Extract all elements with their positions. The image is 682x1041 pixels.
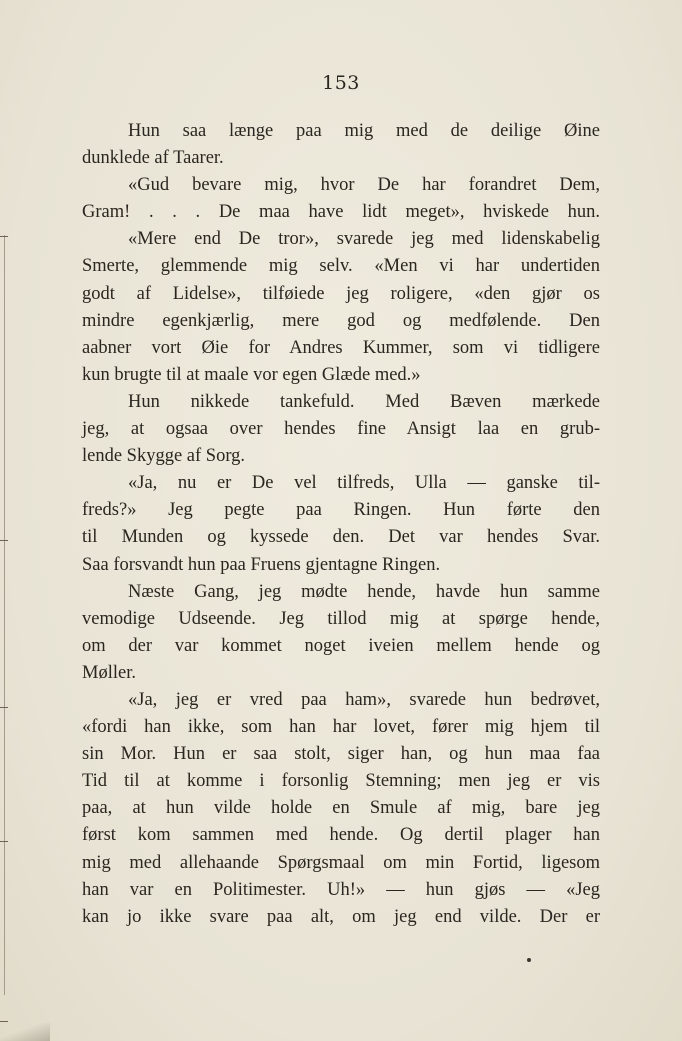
text-line: vemodige Udseende. Jeg tillod mig at spørge hende, <box>82 608 600 629</box>
text-line: kan jo ikke svare paa alt, om jeg end vilde. Der er <box>82 906 600 927</box>
footer-mark <box>527 958 531 962</box>
text-line: «Ja, nu er De vel tilfreds, Ulla — ganske til- <box>128 473 600 494</box>
text-line: Saa forsvandt hun paa Fruens gjentagne Ringen. <box>82 554 441 575</box>
text-line: kun brugte til at maale vor egen Glæde med.» <box>82 364 421 385</box>
text-line: «fordi han ikke, som han har lovet, fører mig hjem til <box>82 717 600 738</box>
text-line: til Munden og kyssede den. Det var hendes Svar. <box>82 527 600 548</box>
page-edge-mark <box>0 1021 8 1022</box>
text-line: sin Mor. Hun er saa stolt, siger han, og hun maa faa <box>82 744 600 765</box>
text-line: dunklede af Taarer. <box>82 148 224 169</box>
text-line: paa, at hun vilde holde en Smule af mig, bare jeg <box>82 798 600 819</box>
page-corner-shadow <box>0 1023 50 1041</box>
text-line: først kom sammen med hende. Og dertil plager han <box>82 825 600 846</box>
page-edge-mark <box>0 841 8 842</box>
text-line: «Gud bevare mig, hvor De har forandret Dem, <box>128 175 600 196</box>
text-line: Tid til at komme i forsonlig Stemning; men jeg er vis <box>82 771 600 792</box>
page-edge-mark <box>0 540 8 541</box>
page-edge-line <box>4 235 5 995</box>
page-edge-mark <box>0 707 8 708</box>
text-line: han var en Politimester. Uh!» — hun gjøs — «Jeg <box>82 879 600 900</box>
text-line: Smerte, glemmende mig selv. «Men vi har undertiden <box>82 256 600 277</box>
text-line: «Mere end De tror», svarede jeg med lidenskabelig <box>128 229 600 250</box>
page-number: 153 <box>322 72 360 94</box>
text-line: om der var kommet noget iveien mellem hende og <box>82 635 600 656</box>
page-edge-mark <box>0 236 8 237</box>
body-text <box>82 118 600 931</box>
text-line: Næste Gang, jeg mødte hende, havde hun samme <box>128 581 600 602</box>
text-line: Gram! . . . De maa have lidt meget», hviskede hun. <box>82 202 600 223</box>
text-line: Møller. <box>82 662 136 683</box>
text-line: jeg, at ogsaa over hendes fine Ansigt laa en grub- <box>82 419 600 440</box>
text-line: godt af Lidelse», tilføiede jeg roligere, «den gjør os <box>82 283 600 304</box>
text-line: mig med allehaande Spørgsmaal om min Fortid, ligesom <box>82 852 600 873</box>
text-line: mindre egenkjærlig, mere god og medfølende. Den <box>82 310 600 331</box>
text-line: Hun nikkede tankefuld. Med Bæven mærkede <box>128 391 600 412</box>
text-line: freds?» Jeg pegte paa Ringen. Hun førte den <box>82 500 600 521</box>
text-line: lende Skygge af Sorg. <box>82 446 246 467</box>
text-line: «Ja, jeg er vred paa ham», svarede hun bedrøvet, <box>128 689 600 710</box>
text-line: aabner vort Øie for Andres Kummer, som vi tidligere <box>82 337 600 358</box>
text-line: Hun saa længe paa mig med de deilige Øine <box>128 121 600 141</box>
